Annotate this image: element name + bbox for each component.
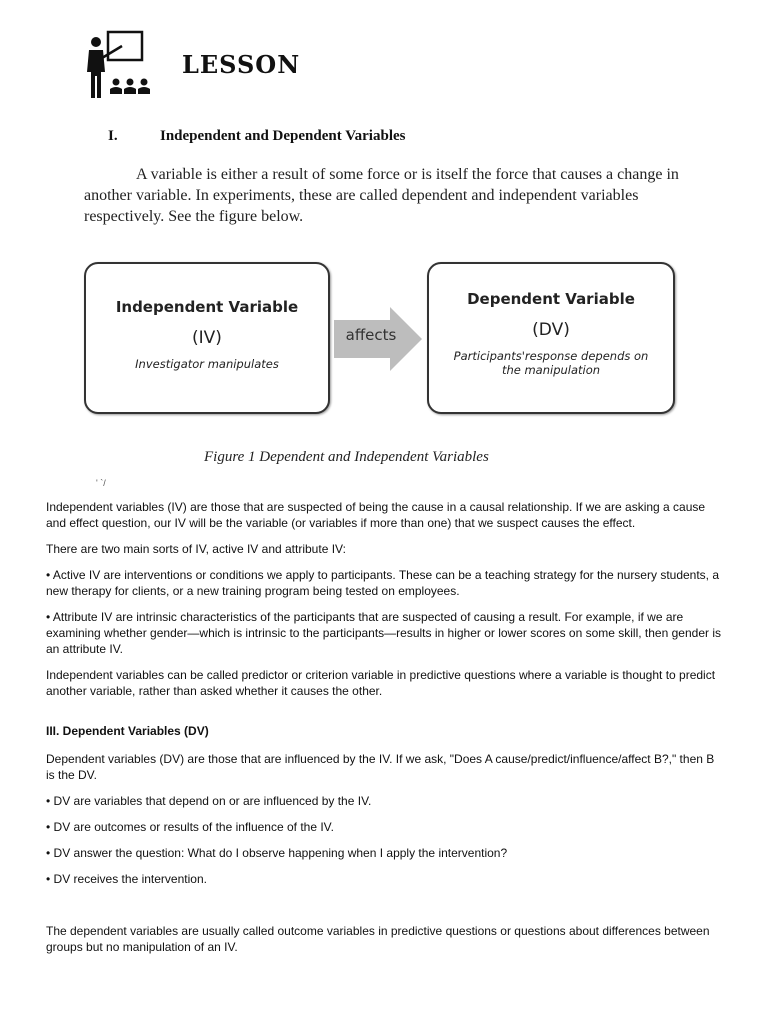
- paragraph-dv-outcome: The dependent variables are usually called outcome variables in predictive questions or questions about differences between groups but no manipulation of an IV.: [46, 924, 710, 954]
- dv-box-note: [429, 349, 673, 377]
- dependent-variable-box: [427, 262, 675, 414]
- intro-paragraph: A variable is either a result of some force or is itself the force that causes a change in another variable. In experiments, these are called dependent and independent variables respectively. See the figure below.: [84, 166, 679, 225]
- arrow-label: affects: [345, 326, 397, 344]
- teacher-board-icon: [86, 28, 154, 102]
- iv-box-title: Independent Variable: [115, 298, 299, 316]
- dv-section-heading: III. Dependent Variables (DV): [46, 724, 209, 738]
- paragraph-iv-predictor: Independent variables can be called predictor or criterion variable in predictive questions where a variable is thought to predict another variable, rather than asked whether it causes the other.: [46, 668, 716, 698]
- bullet-attribute-iv: • Attribute IV are intrinsic characteristics of the participants that are suspected of causing a result. For example, if we are examining whether gender—which is intrinsic to the participants—results in higher or lower scores on some skill, then gender is an attribute IV.: [46, 610, 721, 656]
- section-number: I.: [108, 128, 118, 144]
- paragraph-iv-sorts: There are two main sorts of IV, active IV and attribute IV:: [46, 542, 346, 556]
- iv-box-note: Investigator manipulates: [135, 357, 279, 371]
- stray-marks: ' `/: [96, 478, 106, 488]
- iv-box-abbr: (IV): [192, 328, 222, 348]
- dv-box-title: Dependent Variable: [467, 290, 635, 308]
- dv-box-note-line2: the manipulation: [501, 363, 601, 377]
- body-text: [46, 499, 726, 965]
- dv-box-abbr: (DV): [532, 320, 570, 340]
- bullet-dv-4: • DV receives the intervention.: [46, 872, 207, 886]
- bullet-dv-2: • DV are outcomes or results of the influence of the IV.: [46, 820, 334, 834]
- independent-variable-box: [84, 262, 330, 414]
- paragraph-dv-definition: Dependent variables (DV) are those that are influenced by the IV. If we ask, "Does A cause/predict/influence/affect B?," then B is the DV.: [46, 752, 715, 782]
- section-title: Independent and Dependent Variables: [160, 128, 406, 144]
- lesson-title: LESSON: [182, 50, 301, 79]
- dv-box-note-line1: Participants'response depends on: [453, 349, 649, 363]
- bullet-dv-1: • DV are variables that depend on or are influenced by the IV.: [46, 794, 372, 808]
- bullet-dv-3: • DV answer the question: What do I observe happening when I apply the intervention?: [46, 846, 508, 860]
- figure-caption: Figure 1 Dependent and Independent Variables: [204, 449, 489, 465]
- paragraph-iv-definition: Independent variables (IV) are those that are suspected of being the cause in a causal relationship. If we are asking a cause and effect question, our IV will be the variable (or variables if more than one) that we suspect causes the effect.: [46, 500, 706, 530]
- bullet-active-iv: • Active IV are interventions or conditions we apply to participants. These can be a teaching strategy for the nursery students, a new therapy for clients, or a new training program being tested on employees.: [46, 568, 720, 598]
